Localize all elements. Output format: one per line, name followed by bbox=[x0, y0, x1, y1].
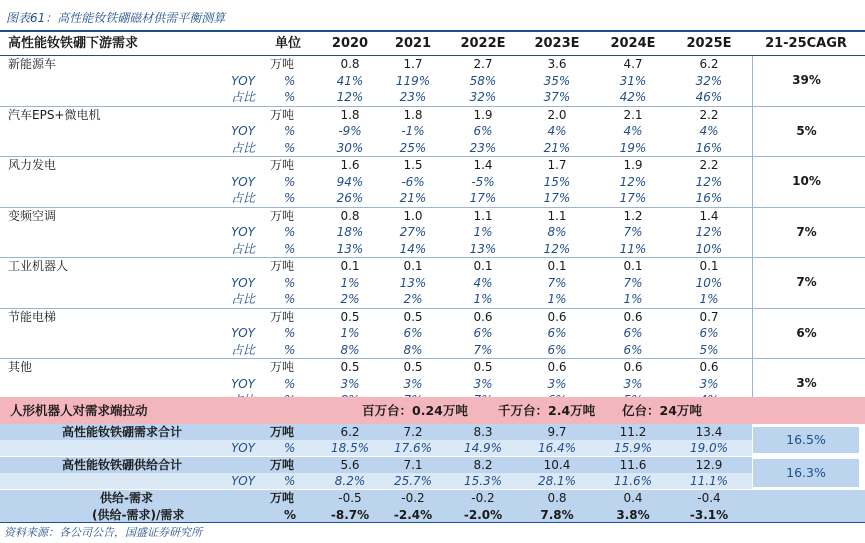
demand-group bbox=[0, 208, 865, 259]
header-year: 2020 bbox=[331, 36, 369, 51]
share-value: 5% bbox=[699, 342, 719, 357]
segment-value: 1.4 bbox=[473, 158, 493, 172]
balance-ratio-value: 3.8% bbox=[616, 507, 650, 522]
yoy-unit: % bbox=[284, 174, 296, 189]
supply-yoy-value: 11.6% bbox=[613, 474, 653, 488]
share-value: 2% bbox=[403, 292, 423, 306]
segment-value: 0.6 bbox=[623, 309, 643, 324]
demand-total-value: 6.2 bbox=[340, 425, 360, 439]
demand-yoy-value: 15.9% bbox=[613, 441, 653, 455]
segment-value: 1.0 bbox=[403, 208, 423, 223]
segment-value: 6.2 bbox=[699, 57, 719, 71]
yoy-value: 7% bbox=[623, 225, 643, 239]
segment-name: 变频空调 bbox=[8, 208, 57, 223]
segment-value: 1.2 bbox=[623, 208, 643, 223]
share-value: 13% bbox=[469, 241, 497, 256]
yoy-value: 31% bbox=[619, 73, 647, 88]
table-row bbox=[0, 73, 865, 90]
share-label: 占比 bbox=[230, 191, 255, 205]
share-value: 21% bbox=[399, 191, 427, 205]
share-value: 7% bbox=[473, 342, 493, 357]
share-value: 19% bbox=[619, 140, 647, 155]
segment-value: 1.8 bbox=[340, 107, 360, 122]
segment-value: 1.7 bbox=[403, 57, 423, 71]
segment-value: 0.1 bbox=[623, 259, 643, 273]
demand-group bbox=[0, 309, 865, 360]
humanoid-hundred-million: 亿台：24万吨 bbox=[622, 403, 702, 418]
humanoid-million: 百万台：0.24万吨 bbox=[362, 403, 468, 418]
table-row bbox=[0, 157, 865, 174]
share-value: 8% bbox=[403, 342, 423, 357]
supply-total-value: 7.1 bbox=[403, 458, 423, 472]
segment-value: 2.7 bbox=[473, 57, 493, 71]
segment-value: 1.8 bbox=[403, 107, 423, 122]
yoy-value: 6% bbox=[699, 326, 719, 340]
share-unit: % bbox=[284, 342, 296, 357]
segment-cagr: 10% bbox=[752, 157, 860, 207]
yoy-value: 3% bbox=[623, 376, 643, 391]
segment-unit: 万吨 bbox=[270, 158, 295, 172]
yoy-value: 41% bbox=[336, 73, 364, 88]
balance-value: -0.2 bbox=[471, 491, 495, 505]
segment-value: 0.6 bbox=[547, 309, 567, 324]
demand-yoy-value: 19.0% bbox=[689, 441, 729, 455]
balance-ratio-unit: % bbox=[284, 507, 297, 522]
segment-unit: 万吨 bbox=[270, 208, 295, 223]
share-value: 1% bbox=[473, 292, 493, 306]
table-row bbox=[0, 174, 865, 191]
header-year: 2021 bbox=[394, 36, 432, 51]
segment-name: 新能源车 bbox=[8, 57, 57, 71]
yoy-value: 3% bbox=[699, 376, 719, 391]
table-row bbox=[0, 241, 865, 258]
yoy-label: YOY bbox=[231, 124, 255, 138]
segment-value: 0.8 bbox=[340, 208, 360, 223]
yoy-value: 8% bbox=[547, 225, 567, 239]
yoy-label: YOY bbox=[231, 73, 255, 88]
yoy-unit: % bbox=[284, 225, 296, 239]
demand-total-value: 7.2 bbox=[403, 425, 423, 439]
demand-group bbox=[0, 56, 865, 107]
balance-label: 供给-需求 bbox=[100, 491, 153, 505]
demand-yoy-label: YOY bbox=[231, 441, 255, 455]
demand-total-unit: 万吨 bbox=[270, 425, 295, 439]
share-unit: % bbox=[284, 292, 296, 306]
balance-block bbox=[0, 490, 865, 522]
supply-yoy-value: 28.1% bbox=[537, 474, 577, 488]
demand-group bbox=[0, 157, 865, 208]
segment-unit: 万吨 bbox=[270, 57, 295, 71]
segment-value: 4.7 bbox=[623, 57, 643, 71]
supply-total-value: 5.6 bbox=[340, 458, 360, 472]
share-unit: % bbox=[284, 191, 296, 205]
yoy-value: 18% bbox=[336, 225, 364, 239]
segment-value: 1.5 bbox=[403, 158, 423, 172]
segment-cagr: 39% bbox=[752, 56, 860, 106]
segment-value: 0.6 bbox=[473, 309, 493, 324]
demand-total-value: 9.7 bbox=[547, 425, 567, 439]
table-row bbox=[0, 291, 865, 308]
yoy-value: 10% bbox=[695, 275, 723, 290]
share-value: 16% bbox=[695, 191, 723, 205]
header-year: 2022E bbox=[460, 36, 506, 51]
demand-yoy-value: 14.9% bbox=[463, 441, 503, 455]
segment-cagr: 7% bbox=[752, 258, 860, 308]
segment-value: 0.6 bbox=[623, 360, 643, 374]
header-unit: 单位 bbox=[275, 36, 302, 51]
bottom-divider bbox=[0, 522, 865, 523]
share-value: 12% bbox=[336, 90, 364, 104]
supply-total-value: 8.2 bbox=[473, 458, 493, 472]
yoy-label: YOY bbox=[231, 326, 255, 340]
yoy-value: -9% bbox=[338, 124, 362, 138]
yoy-value: 7% bbox=[623, 275, 643, 290]
demand-group bbox=[0, 107, 865, 158]
balance-ratio-value: 7.8% bbox=[540, 507, 574, 522]
segment-value: 0.5 bbox=[403, 360, 423, 374]
segment-value: 0.7 bbox=[699, 309, 719, 324]
demand-yoy-value: 17.6% bbox=[393, 441, 433, 455]
supply-yoy-value: 25.7% bbox=[393, 474, 433, 488]
share-value: 16% bbox=[695, 140, 723, 155]
yoy-value: 35% bbox=[543, 73, 571, 88]
yoy-value: 6% bbox=[473, 124, 493, 138]
share-value: 37% bbox=[543, 90, 571, 104]
demand-yoy-row bbox=[0, 440, 752, 456]
table-row bbox=[0, 258, 865, 275]
yoy-value: 13% bbox=[399, 275, 427, 290]
demand-total-row bbox=[0, 424, 752, 440]
supply-total-unit: 万吨 bbox=[270, 458, 295, 472]
share-value: 6% bbox=[623, 342, 643, 357]
yoy-value: 1% bbox=[340, 326, 360, 340]
balance-value: -0.2 bbox=[401, 491, 425, 505]
segment-value: 0.1 bbox=[403, 259, 423, 273]
share-value: 42% bbox=[619, 90, 647, 104]
table-row bbox=[0, 123, 865, 140]
supply-total-value: 12.9 bbox=[695, 458, 723, 472]
yoy-unit: % bbox=[284, 326, 296, 340]
balance-value: 0.4 bbox=[623, 491, 643, 505]
segment-value: 0.5 bbox=[340, 309, 360, 324]
yoy-value: 6% bbox=[623, 326, 643, 340]
yoy-value: 3% bbox=[340, 376, 360, 391]
balance-ratio-value: -2.4% bbox=[393, 507, 433, 522]
segment-value: 1.1 bbox=[547, 208, 567, 223]
share-label: 占比 bbox=[230, 342, 255, 357]
humanoid-label: 人形机器人对需求端拉动 bbox=[10, 403, 148, 418]
share-value: 26% bbox=[336, 191, 364, 205]
demand-cagr-box: 16.5% bbox=[752, 426, 860, 454]
share-unit: % bbox=[284, 90, 296, 104]
segment-value: 0.5 bbox=[340, 360, 360, 374]
table-row bbox=[0, 140, 865, 157]
yoy-label: YOY bbox=[231, 376, 255, 391]
yoy-value: 6% bbox=[403, 326, 423, 340]
segment-value: 1.4 bbox=[699, 208, 719, 223]
table-row bbox=[0, 376, 865, 393]
yoy-value: 15% bbox=[543, 174, 571, 189]
supply-yoy-value: 15.3% bbox=[463, 474, 503, 488]
yoy-value: 12% bbox=[695, 225, 723, 239]
supply-yoy-unit: % bbox=[284, 474, 296, 488]
segment-value: 0.1 bbox=[340, 259, 360, 273]
segment-cagr: 7% bbox=[752, 208, 860, 258]
segment-name: 汽车EPS+微电机 bbox=[8, 107, 101, 122]
share-value: 1% bbox=[699, 292, 719, 306]
humanoid-ten-million: 千万台：2.4万吨 bbox=[498, 403, 596, 418]
yoy-unit: % bbox=[284, 73, 296, 88]
balance-unit: 万吨 bbox=[270, 491, 295, 505]
yoy-unit: % bbox=[284, 124, 296, 138]
share-value: 6% bbox=[547, 342, 567, 357]
demand-total-label: 高性能钕铁硼需求合计 bbox=[62, 425, 183, 439]
yoy-value: -5% bbox=[471, 174, 495, 189]
demand-yoy-unit: % bbox=[284, 441, 296, 455]
segment-value: 2.2 bbox=[699, 107, 719, 122]
segment-value: 2.2 bbox=[699, 158, 719, 172]
share-value: 46% bbox=[695, 90, 723, 104]
yoy-value: 32% bbox=[695, 73, 723, 88]
supply-total-value: 10.4 bbox=[543, 458, 571, 472]
humanoid-robot-row bbox=[0, 397, 865, 424]
share-label: 占比 bbox=[230, 292, 255, 306]
yoy-label: YOY bbox=[231, 225, 255, 239]
share-value: 25% bbox=[399, 140, 427, 155]
header-year: 2024E bbox=[610, 36, 656, 51]
yoy-value: 6% bbox=[473, 326, 493, 340]
segment-name: 工业机器人 bbox=[8, 259, 69, 273]
share-value: 11% bbox=[619, 241, 647, 256]
segment-value: 0.1 bbox=[473, 259, 493, 273]
supply-cagr-box: 16.3% bbox=[752, 458, 860, 488]
yoy-value: 1% bbox=[473, 225, 493, 239]
segment-value: 2.1 bbox=[623, 107, 643, 122]
demand-group bbox=[0, 258, 865, 309]
table-row bbox=[0, 342, 865, 359]
balance-ratio-label: (供给-需求)/需求 bbox=[92, 507, 185, 522]
yoy-value: 4% bbox=[623, 124, 643, 138]
table-row bbox=[0, 190, 865, 207]
segment-unit: 万吨 bbox=[270, 309, 295, 324]
table-row bbox=[0, 309, 865, 326]
segment-value: 1.6 bbox=[340, 158, 360, 172]
share-value: 32% bbox=[469, 90, 497, 104]
supply-yoy-value: 8.2% bbox=[334, 474, 366, 488]
header-cagr: 21-25CAGR bbox=[765, 36, 847, 51]
supply-total-label: 高性能钕铁硼供给合计 bbox=[62, 458, 183, 472]
segment-unit: 万吨 bbox=[270, 360, 295, 374]
demand-yoy-value: 18.5% bbox=[330, 441, 370, 455]
balance-ratio-value: -3.1% bbox=[689, 507, 729, 522]
segment-value: 1.7 bbox=[547, 158, 567, 172]
segment-name: 风力发电 bbox=[8, 158, 57, 172]
supply-total-row bbox=[0, 457, 752, 473]
yoy-value: 12% bbox=[695, 174, 723, 189]
share-label: 占比 bbox=[230, 241, 255, 256]
yoy-value: 4% bbox=[699, 124, 719, 138]
supply-yoy-value: 11.1% bbox=[689, 474, 729, 488]
share-value: 8% bbox=[340, 342, 360, 357]
share-unit: % bbox=[284, 140, 296, 155]
figure-caption: 图表61：高性能钕铁硼磁材供需平衡测算 bbox=[6, 11, 226, 25]
share-value: 14% bbox=[399, 241, 427, 256]
segment-value: 0.6 bbox=[699, 360, 719, 374]
segment-cagr: 5% bbox=[752, 107, 860, 157]
supply-yoy-row bbox=[0, 473, 752, 489]
header-year: 2023E bbox=[534, 36, 580, 51]
yoy-value: 3% bbox=[547, 376, 567, 391]
supply-demand-table bbox=[0, 32, 865, 410]
table-row bbox=[0, 325, 865, 342]
table-row bbox=[0, 359, 865, 376]
yoy-value: 94% bbox=[336, 174, 364, 189]
yoy-value: -1% bbox=[401, 124, 425, 138]
share-value: 1% bbox=[623, 292, 643, 306]
supply-yoy-label: YOY bbox=[231, 474, 255, 488]
yoy-value: 4% bbox=[473, 275, 493, 290]
yoy-value: 12% bbox=[619, 174, 647, 189]
share-value: 1% bbox=[547, 292, 567, 306]
share-value: 12% bbox=[543, 241, 571, 256]
yoy-value: 3% bbox=[403, 376, 423, 391]
yoy-value: 58% bbox=[469, 73, 497, 88]
share-label: 占比 bbox=[230, 140, 255, 155]
header-title: 高性能钕铁硼下游需求 bbox=[8, 36, 139, 51]
segment-unit: 万吨 bbox=[270, 259, 295, 273]
segment-value: 1.9 bbox=[623, 158, 643, 172]
balance-value: -0.4 bbox=[697, 491, 721, 505]
source-note: 资料来源：各公司公告，国盛证券研究所 bbox=[4, 526, 202, 539]
segment-value: 1.1 bbox=[473, 208, 493, 223]
share-value: 23% bbox=[469, 140, 497, 155]
demand-groups bbox=[0, 56, 865, 410]
balance-value: 0.8 bbox=[547, 491, 567, 505]
yoy-label: YOY bbox=[231, 275, 255, 290]
yoy-unit: % bbox=[284, 376, 296, 391]
yoy-value: 1% bbox=[340, 275, 360, 290]
share-value: 23% bbox=[399, 90, 427, 104]
share-value: 17% bbox=[543, 191, 571, 205]
demand-total-value: 8.3 bbox=[473, 425, 493, 439]
share-label: 占比 bbox=[230, 90, 255, 104]
yoy-value: 27% bbox=[399, 225, 427, 239]
segment-value: 0.5 bbox=[403, 309, 423, 324]
table-row bbox=[0, 275, 865, 292]
segment-name: 节能电梯 bbox=[8, 309, 57, 324]
balance-ratio-value: -8.7% bbox=[330, 507, 370, 522]
segment-value: 0.1 bbox=[699, 259, 719, 273]
yoy-value: 119% bbox=[395, 73, 431, 88]
share-value: 13% bbox=[336, 241, 364, 256]
table-row bbox=[0, 56, 865, 73]
share-value: 21% bbox=[543, 140, 571, 155]
segment-value: 3.6 bbox=[547, 57, 567, 71]
table-header bbox=[0, 32, 865, 56]
segment-name: 其他 bbox=[8, 360, 33, 374]
demand-yoy-value: 16.4% bbox=[537, 441, 577, 455]
segment-value: 0.8 bbox=[340, 57, 360, 71]
table-row bbox=[0, 224, 865, 241]
supply-total-value: 11.6 bbox=[619, 458, 647, 472]
share-value: 30% bbox=[336, 140, 364, 155]
segment-value: 0.5 bbox=[473, 360, 493, 374]
yoy-value: 6% bbox=[547, 326, 567, 340]
demand-total-value: 11.2 bbox=[619, 425, 647, 439]
balance-value: -0.5 bbox=[338, 491, 362, 505]
share-unit: % bbox=[284, 241, 296, 256]
balance-ratio-value: -2.0% bbox=[463, 507, 503, 522]
yoy-value: 3% bbox=[473, 376, 493, 391]
segment-value: 0.6 bbox=[547, 360, 567, 374]
demand-total-value: 13.4 bbox=[695, 425, 723, 439]
table-row bbox=[0, 107, 865, 124]
segment-value: 2.0 bbox=[547, 107, 567, 122]
share-value: 2% bbox=[340, 292, 360, 306]
table-row bbox=[0, 89, 865, 106]
share-value: 10% bbox=[695, 241, 723, 256]
segment-unit: 万吨 bbox=[270, 107, 295, 122]
segment-cagr: 6% bbox=[752, 309, 860, 359]
yoy-value: -6% bbox=[401, 174, 425, 189]
yoy-value: 7% bbox=[547, 275, 567, 290]
share-value: 17% bbox=[469, 191, 497, 205]
yoy-label: YOY bbox=[231, 174, 255, 189]
segment-cagr: 3% bbox=[752, 359, 860, 409]
yoy-value: 4% bbox=[547, 124, 567, 138]
segment-value: 1.9 bbox=[473, 107, 493, 122]
segment-value: 0.1 bbox=[547, 259, 567, 273]
share-value: 17% bbox=[619, 191, 647, 205]
yoy-unit: % bbox=[284, 275, 296, 290]
header-year: 2025E bbox=[686, 36, 732, 51]
table-row bbox=[0, 208, 865, 225]
